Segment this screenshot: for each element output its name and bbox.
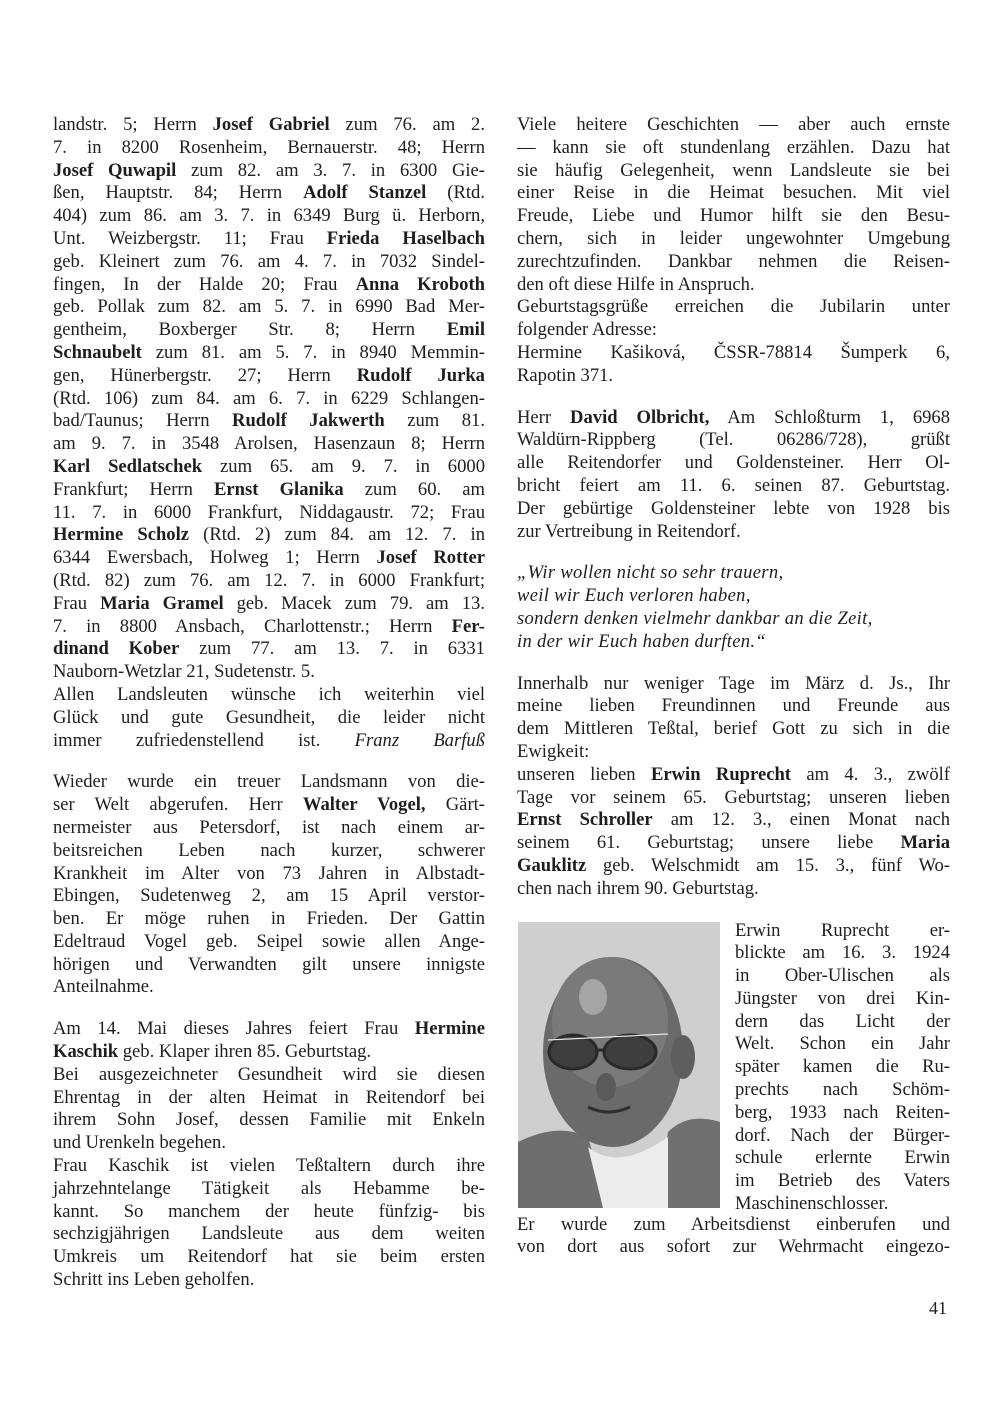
text-line (53, 638, 485, 661)
text-line (53, 976, 485, 999)
text-line (517, 274, 950, 297)
text-segment: Edeltraud Vogel geb. Seipel sowie allen Ange- (53, 930, 485, 952)
text-line (53, 1269, 485, 1292)
text-segment: prechts nach Schöm- (735, 1079, 950, 1101)
text-line (53, 182, 485, 205)
text-segment: sie häufig Gelegenheit, wenn Landsleute sie bei (517, 159, 950, 181)
text-segment: Glück und gute Gesundheit, die leider nicht (53, 706, 485, 728)
bold-name: Fer- (451, 615, 485, 637)
text-line (517, 695, 950, 718)
text-segment: zum 82. am 3. 7. in 6300 Gie- (176, 159, 485, 181)
portrait-photo (518, 922, 720, 1208)
text-line (517, 741, 950, 764)
text-segment: folgender Adresse: (517, 319, 657, 341)
text-segment: Gärt- (425, 794, 485, 816)
bold-name: David Olbricht, (570, 406, 710, 428)
bold-name: Hermine (414, 1018, 485, 1040)
bold-name: Schnaubelt (53, 341, 142, 363)
portrait-illustration (518, 922, 720, 1208)
text-segment: zurechtzufinden. Dankbar nehmen die Reisen- (517, 250, 950, 272)
text-segment: fingen, In der Halde 20; Frau (53, 273, 356, 295)
text-segment: geb. Klaper ihren 85. Geburtstag. (118, 1041, 372, 1063)
text-line (53, 388, 485, 411)
text-line (517, 160, 950, 183)
text-segment: Bei ausgezeichneter Gesundheit wird sie diesen (53, 1063, 485, 1085)
text-segment: am 12. 3., einen Monat nach (652, 809, 950, 831)
text-segment: berg, 1933 nach Reiten- (735, 1101, 950, 1123)
text-segment: 11. 7. in 6000 Frankfurt, Niddagaustr. 72; Frau (53, 501, 485, 523)
text-segment: zum 60. am (343, 478, 485, 500)
bold-name: Maria Gramel (100, 592, 224, 614)
bold-name: Adolf Stanzel (303, 182, 427, 204)
text-segment: geb. Macek zum 79. am 13. (223, 592, 485, 614)
text-line (517, 787, 950, 810)
text-line (53, 908, 485, 931)
text-segment: Herr (517, 406, 571, 428)
birthday-hermine-kaschik (53, 1018, 485, 1292)
text-segment: in Ober-Ulischen als (735, 965, 950, 987)
bold-name: Hermine Scholz (53, 524, 190, 546)
bold-name: Walter Vogel, (302, 794, 426, 816)
quote-line: „Wir wollen nicht so sehr trauern, (517, 562, 784, 584)
text-segment: geb. Kleinert zum 76. am 4. 7. in 7032 Sindel- (53, 250, 485, 272)
text-segment: Er wurde zum Arbeitsdienst einberufen und (517, 1213, 950, 1235)
text-line (517, 429, 950, 452)
text-line (53, 205, 485, 228)
text-segment: dem Mittleren Teßtal, berief Gott zu sich in die (517, 718, 950, 740)
text-line (53, 137, 485, 160)
text-line (53, 456, 485, 479)
text-segment: Am Schloßturm 1, 6968 (709, 406, 951, 428)
bold-name: Josef Rotter (376, 547, 485, 569)
text-line (735, 988, 950, 1011)
text-segment: Frau Kaschik ist vielen Teßtaltern durch ihre (53, 1155, 485, 1177)
text-line (53, 410, 485, 433)
text-line (735, 1079, 950, 1102)
text-line (517, 764, 950, 787)
text-segment: Unt. Weizbergstr. 11; Frau (53, 227, 327, 249)
text-segment: (Rtd. 106) zum 84. am 6. 7. in 6229 Schlangen- (53, 387, 485, 409)
text-segment: ben. Er möge ruhen in Frieden. Der Gattin (53, 908, 485, 930)
text-segment: zum 81. am 5. 7. in 8940 Memmin- (141, 341, 485, 363)
text-segment: nermeister aus Petersdorf, ist nach einem ar- (53, 816, 485, 838)
text-segment: zum 65. am 9. 7. in 6000 (202, 455, 485, 477)
text-line (53, 228, 485, 251)
text-segment: (Rtd. 2) zum 84. am 12. 7. in (189, 524, 485, 546)
text-line (517, 205, 950, 228)
ruprecht-section (517, 920, 950, 1220)
text-line (53, 817, 485, 840)
text-line (53, 707, 485, 730)
page-number: 41 (929, 1298, 947, 1318)
text-segment: bricht feiert am 11. 6. seinen 87. Geburtstag. (517, 474, 950, 496)
text-line (517, 878, 950, 901)
text-line (53, 684, 485, 707)
closing-text: immer zufriedenstellend ist. (53, 729, 321, 751)
obituary-walter-vogel (53, 771, 485, 999)
author-signature: Franz Barfuß (354, 729, 485, 751)
text-segment: (Rtd. (426, 182, 486, 204)
text-segment: 7. in 8800 Ansbach, Charlottenstr.; Herrn (53, 615, 452, 637)
text-segment: Freude, Liebe und Humor hilft sie den Besu- (517, 205, 950, 227)
text-line (517, 475, 950, 498)
quote-line: sondern denken vielmehr dankbar an die Zeit, (517, 607, 873, 629)
bold-name: Frieda Haselbach (326, 227, 485, 249)
text-line (517, 296, 950, 319)
bold-name: Emil (446, 319, 485, 341)
text-segment: Innerhalb nur weniger Tage im März d. Js., Ihr (517, 672, 950, 694)
text-line (735, 1102, 950, 1125)
text-line (517, 673, 950, 696)
text-segment: beitsreichen Leben nach kurzer, schwerer (53, 839, 485, 861)
text-segment: Maschinenschlosser. (735, 1193, 889, 1215)
text-line (53, 524, 485, 547)
text-line (53, 661, 485, 684)
deaths-notice (517, 673, 950, 901)
text-line (735, 965, 950, 988)
text-segment: chern, sich in leider ungewohnter Umgebung (517, 227, 950, 249)
ruprecht-biography-continued (517, 1214, 950, 1260)
text-segment: Hermine Kašiková, ČSSR-78814 Šumperk 6, (517, 341, 950, 363)
text-line (53, 840, 485, 863)
bold-name: Gauklitz (517, 854, 587, 876)
text-segment: sechzigjährigen Landsleute aus dem weiten (53, 1223, 485, 1245)
text-line (517, 251, 950, 274)
text-segment: später kamen die Ru- (735, 1056, 950, 1078)
memorial-quote (517, 562, 950, 653)
text-segment: gen, Hünerbergstr. 27; Herrn (53, 364, 357, 386)
text-line (53, 296, 485, 319)
text-line (735, 920, 950, 943)
bold-name: Anna Kroboth (355, 273, 485, 295)
bold-name: Josef Gabriel (212, 114, 330, 135)
text-segment: hörigen und Verwandten gilt unsere innigste (53, 953, 485, 975)
text-segment: blickte am 16. 3. 1924 (735, 942, 950, 964)
text-line (735, 1193, 950, 1216)
text-line (735, 1033, 950, 1056)
text-line (53, 1087, 485, 1110)
text-line (53, 319, 485, 342)
text-line (53, 433, 485, 456)
text-segment: Ehrentag in der alten Heimat in Reitendorf bei (53, 1086, 485, 1108)
text-segment: alle Reitendorfer und Goldensteiner. Herr Ol- (517, 452, 950, 474)
text-line (53, 1064, 485, 1087)
bold-name: Maria (900, 832, 950, 854)
text-line (735, 1056, 950, 1079)
bold-name: Kaschik (53, 1041, 119, 1063)
text-line (53, 863, 485, 886)
text-line (735, 1125, 950, 1148)
text-line (53, 616, 485, 639)
text-segment: Ebingen, Sudetenweg 2, am 15 April verstor- (53, 885, 485, 907)
text-line (53, 954, 485, 977)
text-segment: Tage vor seinem 65. Geburtstag; unseren lieben (517, 786, 950, 808)
text-line (517, 809, 950, 832)
text-segment: Wieder wurde ein treuer Landsmann von die- (53, 771, 485, 793)
text-line (53, 1018, 485, 1041)
text-segment: Anteilnahme. (53, 976, 154, 998)
text-segment: Welt. Schon ein Jahr (735, 1033, 950, 1055)
text-line (53, 1155, 485, 1178)
text-segment: im Betrieb des Vaters (735, 1170, 950, 1192)
text-line (517, 521, 950, 544)
text-line (53, 1041, 485, 1064)
text-segment: dorf. Nach der Bürger- (735, 1124, 950, 1146)
bold-name: Erwin Ruprecht (650, 763, 791, 785)
text-line (53, 1109, 485, 1132)
text-segment: Viele heitere Geschichten — aber auch ernste (517, 114, 950, 135)
text-line (53, 1178, 485, 1201)
bold-name: Ernst Schroller (517, 809, 653, 831)
text-line (53, 365, 485, 388)
bold-name: Rudolf Jurka (356, 364, 485, 386)
greeting-david-olbricht (517, 407, 950, 544)
text-segment: Allen Landsleuten wünsche ich weiterhin viel (53, 683, 485, 705)
closing-line-with-signature (53, 730, 485, 753)
text-line (53, 885, 485, 908)
text-line (517, 1236, 950, 1259)
text-line (735, 1170, 950, 1193)
text-line (517, 137, 950, 160)
text-segment: zum 76. am 2. (329, 114, 485, 135)
text-segment: einer Reise in die Heimat besuchen. Mit viel (517, 182, 950, 204)
text-line (53, 502, 485, 525)
text-line (53, 1132, 485, 1155)
text-segment: Rapotin 371. (517, 364, 614, 386)
text-line (517, 228, 950, 251)
text-segment: Der gebürtige Goldensteiner lebte von 1928 bis (517, 497, 950, 519)
text-segment: ser Welt abgerufen. Herr (53, 794, 303, 816)
text-line (735, 1147, 950, 1170)
text-line (517, 182, 950, 205)
text-line (53, 570, 485, 593)
left-column (53, 114, 485, 1292)
text-line (517, 498, 950, 521)
text-line (53, 114, 485, 137)
text-segment: gentheim, Boxberger Str. 8; Herrn (53, 319, 447, 341)
text-segment: Krankheit im Alter von 73 Jahren in Albstadt- (53, 862, 485, 884)
text-segment: Umkreis um Reitendorf hat sie beim ersten (53, 1246, 485, 1268)
text-line (53, 479, 485, 502)
text-line (53, 931, 485, 954)
text-line (53, 794, 485, 817)
text-segment: Nauborn-Wetzlar 21, Sudetenstr. 5. (53, 661, 315, 683)
text-segment: am 9. 7. in 3548 Arolsen, Hasenzaun 8; Herrn (53, 433, 485, 455)
text-line (517, 342, 950, 365)
text-segment: Ewigkeit: (517, 740, 590, 762)
bold-name: Karl Sedlatschek (53, 455, 203, 477)
text-segment: Frau (53, 592, 101, 614)
text-segment: zum 81. (384, 410, 485, 432)
text-segment: am 4. 3., zwölf (790, 763, 950, 785)
quote-line: in der wir Euch haben durften.“ (517, 630, 766, 652)
text-segment: Waldürn-Rippberg (Tel. 06286/728), grüßt (517, 429, 950, 451)
text-segment: seinem 61. Geburtstag; unsere liebe (517, 832, 901, 854)
text-segment: Frankfurt; Herrn (53, 478, 215, 500)
text-line (53, 1223, 485, 1246)
quote-line: weil wir Euch verloren haben, (517, 585, 751, 607)
text-line (517, 855, 950, 878)
text-segment: Erwin Ruprecht er- (735, 919, 950, 941)
text-segment: 6344 Ewersbach, Holweg 1; Herrn (53, 547, 377, 569)
text-line (53, 1201, 485, 1224)
text-line (735, 1011, 950, 1034)
text-segment: ßen, Hauptstr. 84; Herrn (53, 182, 304, 204)
text-segment: jahrzehntelange Tätigkeit als Hebamme be- (53, 1177, 485, 1199)
text-segment: bad/Taunus; Herrn (53, 410, 233, 432)
text-line (53, 274, 485, 297)
bold-name: dinand Kober (53, 638, 180, 660)
text-segment: — kann sie oft stundenlang erzählen. Dazu hat (517, 136, 950, 158)
text-line (517, 319, 950, 342)
text-segment: geb. Welschmidt am 15. 3., fünf Wo- (586, 854, 950, 876)
birthday-list (53, 114, 485, 730)
text-segment: (Rtd. 82) zum 76. am 12. 7. in 6000 Frankfurt; (53, 569, 485, 591)
text-segment: dern das Licht der (735, 1010, 950, 1032)
text-segment: Jüngster von drei Kin- (735, 987, 950, 1009)
text-segment: landstr. 5; Herrn (53, 114, 213, 135)
text-segment: chen nach ihrem 90. Geburtstag. (517, 877, 759, 899)
text-line (53, 251, 485, 274)
text-segment: meine lieben Freundinnen und Freunde aus (517, 695, 950, 717)
text-line (517, 407, 950, 430)
text-segment: von dort aus sofort zur Wehrmacht eingezo- (517, 1236, 950, 1258)
text-line (517, 452, 950, 475)
text-line (517, 718, 950, 741)
text-segment: 404) zum 86. am 3. 7. in 6349 Burg ü. Herborn, (53, 205, 485, 227)
bold-name: Josef Quwapil (53, 159, 177, 181)
text-line (735, 942, 950, 965)
text-line (53, 160, 485, 183)
text-segment: und Urenkeln begehen. (53, 1132, 226, 1154)
kaschik-continued (517, 114, 950, 388)
text-segment: Geburtstagsgrüße erreichen die Jubilarin unter (517, 296, 950, 318)
bold-name: Rudolf Jakwerth (232, 410, 385, 432)
text-segment: schule erlernte Erwin (735, 1147, 950, 1169)
bold-name: Ernst Glanika (214, 478, 344, 500)
text-segment: ihrem Sohn Josef, dessen Familie mit Enkeln (53, 1109, 485, 1131)
text-segment: den oft diese Hilfe in Anspruch. (517, 273, 755, 295)
text-line (517, 114, 950, 137)
text-segment: 7. in 8200 Rosenheim, Bernauerstr. 48; Herrn (53, 136, 485, 158)
text-segment: kannt. So manchem der heute fünfzig- bis (53, 1200, 485, 1222)
text-segment: Schritt ins Leben geholfen. (53, 1269, 255, 1291)
text-segment: geb. Pollak zum 82. am 5. 7. in 6990 Bad Mer- (53, 296, 485, 318)
text-segment: zur Vertreibung in Reitendorf. (517, 520, 741, 542)
text-line (53, 342, 485, 365)
text-segment: zum 77. am 13. 7. in 6331 (179, 638, 485, 660)
text-line (517, 832, 950, 855)
right-column (517, 114, 950, 1259)
text-segment: unseren lieben (517, 763, 651, 785)
text-line (53, 593, 485, 616)
ruprecht-biography-side (735, 920, 950, 1216)
text-line (517, 365, 950, 388)
text-line (53, 771, 485, 794)
text-line (53, 1246, 485, 1269)
text-segment: Am 14. Mai dieses Jahres feiert Frau (53, 1018, 415, 1040)
text-line (53, 547, 485, 570)
